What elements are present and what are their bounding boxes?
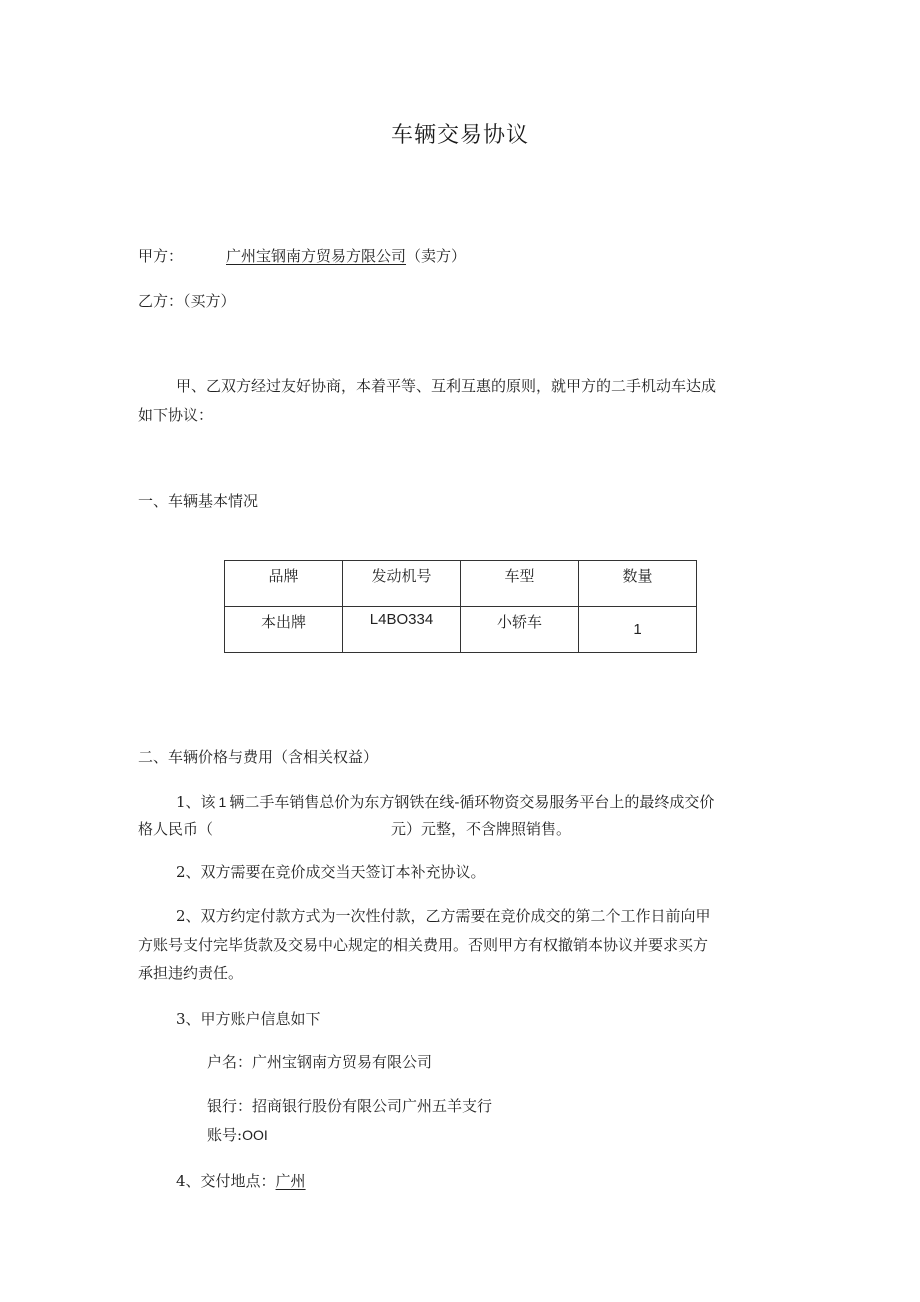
cell-quantity: 1 xyxy=(579,607,697,653)
account-number-label: 账号: xyxy=(207,1126,243,1144)
cell-model: 小轿车 xyxy=(461,607,579,653)
item-3-line-3: 承担违约责任。 xyxy=(138,964,244,982)
header-quantity: 数量 xyxy=(579,561,697,607)
account-number xyxy=(207,1124,268,1145)
bank-name: 银行：招商银行股份有限公司广州五羊支行 xyxy=(207,1097,493,1115)
item-1-prefix: 1、该 xyxy=(176,793,216,811)
delivery-label: 4、交付地点： xyxy=(176,1172,276,1190)
party-a-label: 甲方： xyxy=(138,247,184,265)
party-b-line xyxy=(138,290,236,311)
header-engine-no: 发动机号 xyxy=(343,561,461,607)
account-name: 户名：广州宝钢南方贸易有限公司 xyxy=(207,1053,433,1071)
section-1-heading: 一、车辆基本情况 xyxy=(138,492,259,510)
delivery-place: 广州 xyxy=(275,1172,306,1190)
item-4-heading: 3、甲方账户信息如下 xyxy=(176,1010,321,1028)
cell-brand: 本出牌 xyxy=(225,607,343,653)
item-1-line-2-a: 格人民币（ xyxy=(138,820,214,838)
intro-line-2: 如下协议： xyxy=(138,406,214,424)
item-2: 2、双方需要在竞价成交当天签订本补充协议。 xyxy=(176,863,486,881)
table-row xyxy=(225,607,697,653)
table-header-row xyxy=(225,561,697,607)
party-b-role: （买方） xyxy=(183,292,236,310)
party-b-label: 乙方： xyxy=(138,292,184,310)
header-brand: 品牌 xyxy=(225,561,343,607)
party-a-role: （卖方） xyxy=(406,247,467,265)
header-model: 车型 xyxy=(461,561,579,607)
account-number-value: OOI xyxy=(242,1127,268,1143)
delivery-line xyxy=(176,1170,306,1191)
item-1-line-2-b: 元）元整，不含牌照销售。 xyxy=(391,820,572,838)
item-1-rest: 辆二手车销售总价为东方钢铁在线-循环物资交易服务平台上的最终成交价 xyxy=(229,793,715,811)
item-3-line-2: 方账号支付完毕货款及交易中心规定的相关费用。否则甲方有权撤销本协议并要求买方 xyxy=(138,936,709,954)
party-a-line xyxy=(226,245,466,266)
item-1-count: 1 xyxy=(218,794,227,810)
intro-line-1: 甲、乙双方经过友好协商，本着平等、互利互惠的原则，就甲方的二手机动车达成 xyxy=(176,377,717,395)
document-title: 车辆交易协议 xyxy=(390,123,529,148)
item-3-line-1: 2、双方约定付款方式为一次性付款，乙方需要在竞价成交的第二个工作日前向甲 xyxy=(176,907,711,925)
section-2-heading: 二、车辆价格与费用（含相关权益） xyxy=(138,748,379,766)
item-1-line-1 xyxy=(176,791,714,812)
vehicle-table xyxy=(224,560,697,653)
party-a-name: 广州宝钢南方贸易方限公司 xyxy=(226,247,407,265)
cell-engine-no: L4BO334 xyxy=(343,607,461,653)
